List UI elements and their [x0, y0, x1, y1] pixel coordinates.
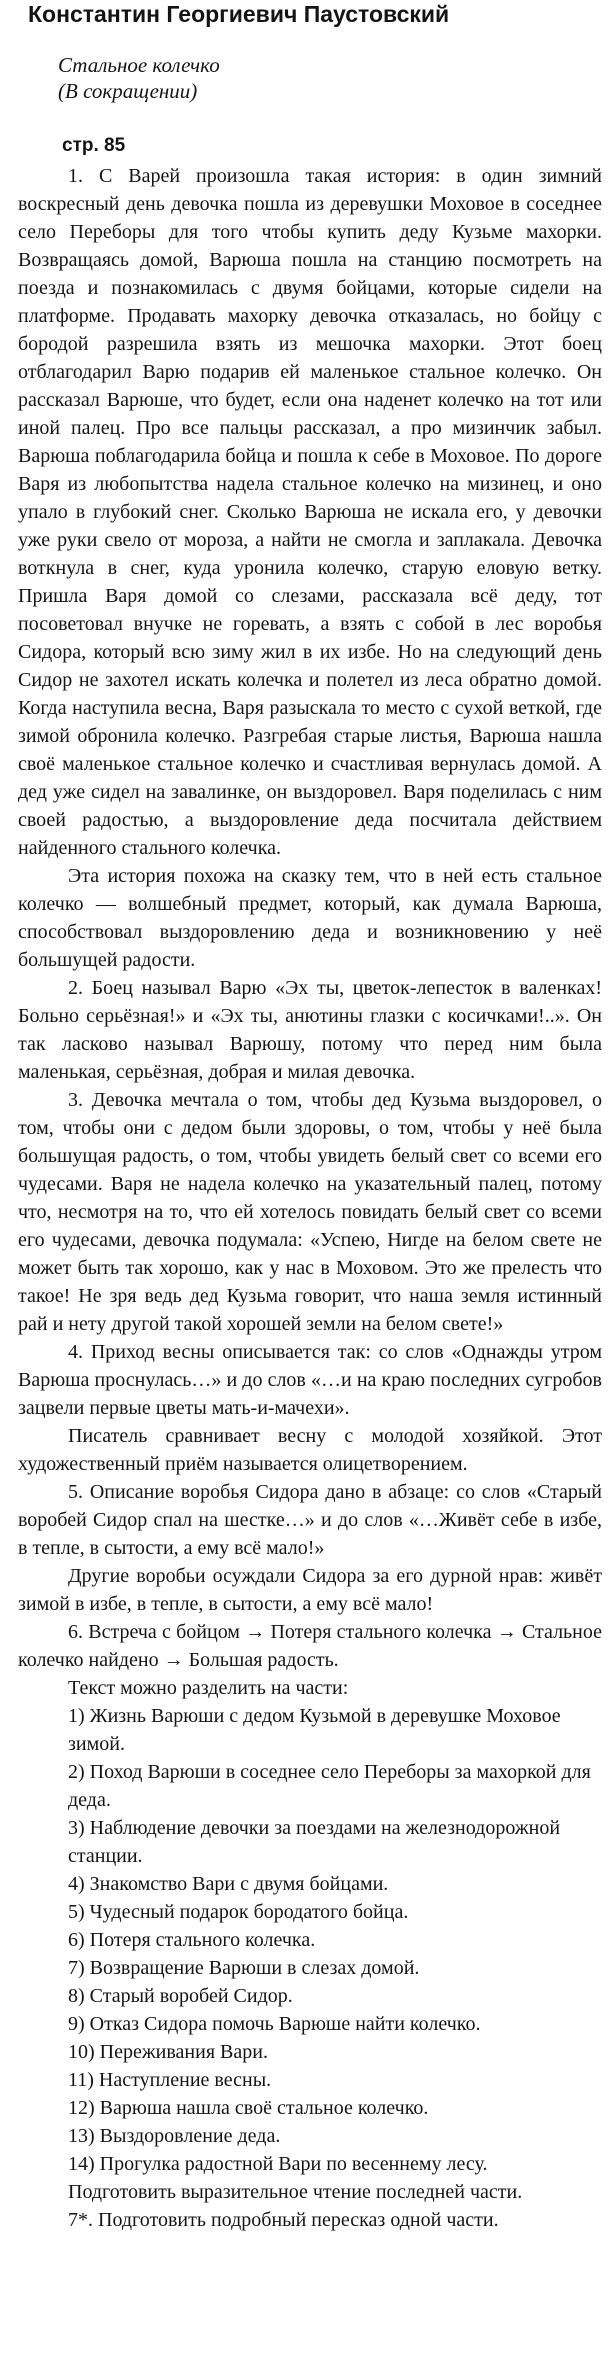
task-expressive-reading: Подготовить выразительное чтение последней части.: [68, 2181, 523, 2203]
outline-item: 4) Знакомство Вари с двумя бойцами.: [68, 1873, 389, 1895]
author-heading: Константин Георгиевич Паустовский: [28, 1, 450, 27]
outline-item: 12) Варюша нашла своё стальное колечко.: [68, 2097, 429, 2119]
outline-item: 8) Старый воробей Сидор.: [68, 1985, 293, 2007]
outline-list: [18, 1702, 602, 2178]
outline-item: 3) Наблюдение девочки за поездами на железнодорожной станции.: [68, 1817, 561, 1867]
outline-item: 5) Чудесный подарок бородатого бойца.: [68, 1901, 409, 1923]
outline-intro: Текст можно разделить на части:: [68, 1677, 349, 1699]
outline-item: 2) Поход Варюши в соседнее село Переборы за махоркой для деда.: [68, 1761, 591, 1811]
outline-item: 6) Потеря стального колечка.: [68, 1929, 316, 1951]
answer-6: 6. Встреча с бойцом → Потеря стального колечка → Стальное колечко найдено → Большая радость.: [18, 1621, 602, 1671]
answer-3: 3. Девочка мечтала о том, чтобы дед Кузьма выздоровел, о том, чтобы они с дедом были здоровы, о том, чтобы у неё была большущая радость, о том, чтобы увидеть белый свет со всеми его чудесами. Варя не надела колечко на указательный палец, потому что, несмотря на то, что ей хотелось повидать белый свет со всеми его чудесами, девочка подумала: «Успею, Нигде на белом свете не может быть так хорошо, как у нас в Моховом. Это же прелесть что такое! Не зря ведь дед Кузьма говорит, что наша земля истинный рай и нету другой такой хорошей земли на белом свете!»: [18, 1089, 602, 1335]
outline-item: 1) Жизнь Варюши с дедом Кузьмой в деревушке Моховое зимой.: [68, 1705, 561, 1755]
abridged-note: (В сокращении): [58, 79, 198, 103]
outline-item: 11) Наступление весны.: [68, 2069, 272, 2091]
outline-item: 10) Переживания Вари.: [68, 2041, 268, 2063]
answer-1-summary: 1. С Варей произошла такая история: в один зимний воскресный день девочка пошла из деревушки Моховое в соседнее село Переборы для того чтобы купить деду Кузьме махорки. Возвращаясь домой, Варюша пошла на станцию посмотреть на поезда и познакомилась с двумя бойцами, которые сидели на платформе. Продавать махорку девочка отказалась, но бойцу с бородой разрешила взять из мешочка махорки. Этот боец отблагодарил Варю подарив ей маленькое стальное колечко. Он рассказал Варюше, что будет, если она наденет колечко на тот или иной палец. Про все пальцы рассказал, а про мизинчик забыл. Варюша поблагодарила бойца и пошла к себе в Моховое. По дороге Варя из любопытства надела стальное колечко на мизинец, и оно упало в глубокий снег. Сколько Варюша не искала его, у девочки уже руки свело от мороза, а найти не смогла и заплакала. Девочка воткнула в снег, куда уронила колечко, старую еловую ветку. Пришла Варя домой со слезами, рассказала всё деду, тот посоветовал внучке не горевать, а взять с собой в лес воробья Сидора, который всю зиму жил в их избе. Но на следующий день Сидор не захотел искать колечка и полетел из леса обратно домой. Когда наступила весна, Варя разыскала то место с сухой веткой, где зимой обронила колечко. Разгребая старые листья, Варюша нашла своё маленькое стальное колечко и счастливая вернулась домой. А дед уже сидел на завалинке, он выздоровел. Варя поделилась с ним своей радостью, а выздоровление деда посчитала действием найденного стального колечка.: [18, 165, 602, 859]
outline-item: 9) Отказ Сидора помочь Варюше найти колечко.: [68, 2013, 481, 2035]
task-retelling: 7*. Подготовить подробный пересказ одной части.: [68, 2209, 499, 2231]
answer-4: 4. Приход весны описывается так: со слов «Однажды утром Варюша проснулась…» и до слов «…и на краю последних сугробов зацвели первые цветы мать-и-мачехи».: [18, 1341, 602, 1419]
outline-item: 7) Возвращение Варюши в слезах домой.: [68, 1957, 420, 1979]
outline-item: 14) Прогулка радостной Вари по весеннему лесу.: [68, 2153, 488, 2175]
outline-item: 13) Выздоровление деда.: [68, 2125, 281, 2147]
page-reference: стр. 85: [62, 135, 126, 156]
answer-5-sparrows: Другие воробьи осуждали Сидора за его дурной нрав: живёт зимой в избе, в тепле, в сытости, а ему всё мало!: [18, 1565, 602, 1615]
answer-body: [18, 162, 602, 2234]
answer-4-device: Писатель сравнивает весну с молодой хозяйкой. Этот художественный приём называется олицетворением.: [18, 1425, 602, 1475]
answer-5: 5. Описание воробья Сидора дано в абзаце: со слов «Старый воробей Сидор спал на шестке…» и до слов «…Живёт себе в избе, в тепле, в сытости, а ему всё мало!»: [18, 1481, 602, 1559]
work-title: Стальное колечко: [58, 53, 220, 77]
answer-2: 2. Боец называл Варю «Эх ты, цветок-лепесток в валенках! Больно серьёзная!» и «Эх ты, анютины глазки с косичками!..». Он так ласково называл Варюшу, потому что перед ним была маленькая, серьёзная, добрая и милая девочка.: [18, 977, 602, 1083]
answer-1-fairy-tale: Эта история похожа на сказку тем, что в ней есть стальное колечко — волшебный предмет, который, как думала Варюша, способствовал выздоровлению деда и возникновению у неё большущей радости.: [18, 865, 602, 971]
